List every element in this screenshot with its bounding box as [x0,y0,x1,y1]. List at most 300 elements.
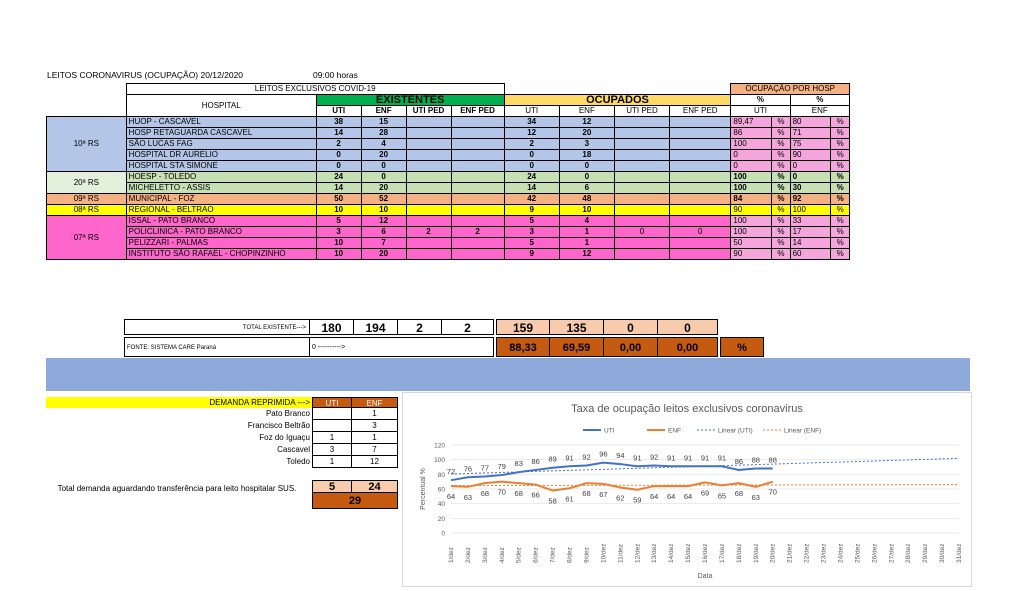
data-label: 72 [446,467,456,477]
demanda-uti [312,408,352,420]
col-oc-enf: ENF [559,106,614,117]
pct-enf-header: % [790,95,849,106]
data-label: 96 [599,449,608,459]
col-oc-uti-ped: UTI PED [614,106,669,117]
data-label: 69 [700,488,710,498]
hospital-row [47,161,850,172]
cell-oc-enf: 1 [559,238,614,249]
cell-ex-enf-ped [451,150,504,161]
cell-pct-enf: 60 [790,249,831,260]
cell-ex-uti-ped [406,128,451,139]
cell-oc-uti: 0 [504,150,559,161]
legend-label: Linear (UTI) [718,427,753,435]
cell-oc-uti-ped [614,172,669,183]
cell-ex-uti: 24 [316,172,361,183]
data-label: 91 [565,453,574,463]
data-label: 64 [446,492,456,502]
cell-oc-enf: 20 [559,128,614,139]
demanda-city: Toledo [286,457,310,466]
data-label: 91 [666,453,676,463]
report-time: 09:00 horas [313,70,358,80]
x-tick-label: 5/dez [515,547,523,563]
data-label: 63 [751,492,760,502]
col-enf: ENF [361,106,406,117]
x-tick-label: 17/dez [718,543,726,563]
demanda-enf: 12 [352,456,398,468]
cell-ex-enf-ped [451,216,504,227]
cell-pct-enf: 33 [790,216,831,227]
data-label: 59 [633,495,642,505]
data-label: 68 [480,489,490,499]
cell-ex-enf: 20 [361,183,406,194]
rate-enf: 69,59 [550,337,604,357]
rate-enf-ped: 0,00 [658,337,718,357]
cell-ex-uti: 10 [316,205,361,216]
cell-ex-enf: 20 [361,150,406,161]
pct-sign: % [772,205,790,216]
y-axis-label: Percentual % [420,468,427,510]
ocupados-header: OCUPADOS [504,95,731,106]
cell-pct-uti: 50 [731,238,772,249]
cell-oc-enf-ped [670,183,731,194]
x-tick-label: 20/dez [769,543,777,563]
cell-oc-enf: 3 [559,139,614,150]
cell-ex-uti-ped [406,117,451,128]
data-label: 64 [666,492,676,502]
cell-pct-uti: 100 [731,139,772,150]
cell-oc-enf-ped [670,194,731,205]
x-tick-label: 29/dez [922,543,930,563]
totals-area [124,319,852,357]
cell-oc-enf: 18 [559,150,614,161]
pct-sign: % [772,249,790,260]
cell-oc-uti: 2 [504,139,559,150]
cell-ex-uti-ped [406,238,451,249]
cell-ex-enf: 12 [361,216,406,227]
region-label: 10ª RS [47,117,127,172]
hospital-name: HUOP - CASCAVEL [126,117,316,128]
pct-sign: % [772,161,790,172]
cell-oc-uti: 5 [504,216,559,227]
hospital-name: INSTITUTO SÃO RAFAEL - CHOPINZINHO [126,249,316,260]
data-label: 92 [582,452,591,462]
x-tick-label: 10/dez [600,543,608,563]
data-label: 89 [548,454,557,464]
cell-pct-uti: 0 [731,150,772,161]
data-label: 68 [582,489,591,499]
demanda-uti: 1 [312,432,352,444]
cell-oc-uti-ped [614,249,669,260]
cell-oc-enf: 48 [559,194,614,205]
x-tick-label: 16/dez [702,543,709,563]
hospital-row [47,249,850,260]
cell-ex-enf-ped [451,117,504,128]
pct-sign: % [831,128,850,139]
x-tick-label: 25/dez [854,543,862,563]
legend-label: UTI [604,427,615,435]
cell-oc-uti-ped [614,238,669,249]
cell-oc-uti-ped [614,183,669,194]
x-tick-label: 6/dez [532,547,540,563]
cell-ex-enf: 0 [361,172,406,183]
demanda-grand-total: 29 [312,493,398,509]
cell-pct-enf: 90 [790,150,831,161]
hospital-row [47,150,850,161]
cell-oc-uti: 14 [504,183,559,194]
total-oc-uti: 159 [496,319,550,335]
pct-sign: % [831,139,850,150]
cell-ex-uti-ped [406,216,451,227]
arrow-label: 0 ----------> [310,337,494,357]
y-tick-label: 0 [441,530,445,538]
cell-ex-enf: 7 [361,238,406,249]
data-label: 91 [683,453,693,463]
y-tick-label: 100 [434,457,445,465]
hospital-row [47,238,850,249]
pct-sign: % [772,227,790,238]
data-label: 91 [633,453,642,463]
pct-sign: % [831,117,850,128]
x-tick-label: 1/dez [448,547,455,563]
chart-title: Taxa de ocupação leitos exclusivos coronavirus [571,403,803,415]
cell-oc-enf-ped [670,161,731,172]
hospital-name: HOSP RETAGUARDA CASCAVEL [126,128,316,139]
pct-sign: % [831,227,850,238]
cell-pct-uti: 89,47 [731,117,772,128]
cell-ex-enf: 10 [361,205,406,216]
cell-oc-uti-ped [614,161,669,172]
chart-svg [403,393,971,586]
data-label: 68 [734,489,744,499]
cell-pct-uti: 100 [731,183,772,194]
cell-ex-enf-ped [451,194,504,205]
divider-band [46,358,970,391]
region-label: 09ª RS [47,194,127,205]
demanda-uti: 3 [312,444,352,456]
cell-pct-enf: 71 [790,128,831,139]
cell-oc-enf-ped [670,139,731,150]
data-label: 61 [565,494,574,504]
col-p-enf: ENF [790,106,849,117]
demanda-city: Pato Branco [265,409,310,418]
cell-oc-enf: 12 [559,117,614,128]
cell-pct-enf: 17 [790,227,831,238]
cell-ex-uti-ped: 2 [406,227,451,238]
data-label: 88 [751,455,760,465]
cell-ex-uti: 14 [316,128,361,139]
cell-oc-enf-ped [670,249,731,260]
cell-ex-enf: 4 [361,139,406,150]
hospital-row [47,194,850,205]
pct-sign: % [831,249,850,260]
demanda-total-uti: 5 [312,480,352,493]
total-oc-uti-ped: 0 [604,319,658,335]
col-uti: UTI [316,106,361,117]
x-tick-label: 13/dez [651,543,659,563]
cell-ex-uti: 0 [316,150,361,161]
cell-oc-enf-ped: 0 [670,227,731,238]
data-label: 91 [700,453,710,463]
demanda-city: Foz do Iguaçu [259,433,310,442]
rate-uti-ped: 0,00 [604,337,658,357]
ocupacao-header: OCUPAÇÃO POR HOSP [731,84,850,95]
cell-oc-uti: 42 [504,194,559,205]
total-ex-enf-ped: 2 [442,319,494,335]
x-tick-label: 21/dez [786,543,794,563]
x-tick-label: 2/dez [464,547,472,563]
cell-ex-uti-ped [406,172,451,183]
cell-pct-uti: 0 [731,161,772,172]
col-oc-enf-ped: ENF PED [670,106,731,117]
pct-sign: % [772,150,790,161]
hospital-name: ISSAL - PATO BRANCO [126,216,316,227]
data-label: 65 [717,491,727,501]
cell-ex-uti-ped [406,150,451,161]
x-tick-label: 9/dez [583,547,591,563]
hospital-name: PELIZZARI - PALMAS [126,238,316,249]
report-title: LEITOS CORONAVIRUS (OCUPAÇÃO) 20/12/2020 [47,70,244,80]
region-label: 20ª RS [47,172,127,194]
pct-sign: % [831,194,850,205]
data-label: 79 [497,462,506,472]
x-tick-label: 26/dez [871,543,879,563]
data-label: 76 [463,464,473,474]
cell-pct-uti: 84 [731,194,772,205]
hospital-row [47,128,850,139]
cell-ex-uti-ped [406,249,451,260]
legend-label: Linear (ENF) [784,427,822,435]
cell-ex-enf: 0 [361,161,406,172]
x-tick-label: 31/dez [956,543,963,563]
cell-pct-uti: 86 [731,128,772,139]
cell-pct-enf: 100 [790,205,831,216]
x-tick-label: 11/dez [617,543,625,563]
data-label: 64 [650,492,659,502]
pct-sign: % [831,161,850,172]
data-label: 66 [531,490,540,500]
cell-oc-uti-ped [614,128,669,139]
legend-label: ENF [668,427,681,435]
cell-ex-uti: 5 [316,216,361,227]
x-tick-label: 24/dez [837,543,845,563]
cell-oc-enf: 6 [559,183,614,194]
rate-uti: 88,33 [496,337,550,357]
cell-oc-enf-ped [670,172,731,183]
hospital-row [47,216,850,227]
demanda-enf: 7 [352,444,398,456]
y-tick-label: 80 [437,471,445,479]
demanda-uti: 1 [312,456,352,468]
demanda-panel [46,397,406,515]
cell-ex-enf-ped [451,161,504,172]
totals-label: TOTAL EXISTENTE---> [124,319,310,335]
cell-ex-uti-ped [406,183,451,194]
demanda-city: Francisco Beltrão [247,421,310,430]
cell-oc-enf: 4 [559,216,614,227]
rate-pct: % [720,337,764,357]
x-tick-label: 19/dez [752,543,760,563]
cell-oc-uti-ped [614,150,669,161]
x-tick-label: 18/dez [735,543,743,563]
x-tick-label: 14/dez [668,543,676,563]
cell-oc-enf-ped [670,205,731,216]
data-label: 77 [480,463,490,473]
cell-oc-enf: 1 [559,227,614,238]
cell-ex-enf-ped [451,238,504,249]
total-oc-enf: 135 [550,319,604,335]
cell-pct-uti: 90 [731,205,772,216]
x-tick-label: 12/dez [634,543,642,563]
data-label: 83 [514,459,523,469]
cell-ex-uti: 0 [316,161,361,172]
cell-oc-enf: 10 [559,205,614,216]
x-tick-label: 3/dez [481,547,489,563]
x-tick-label: 28/dez [905,543,913,563]
pct-sign: % [772,216,790,227]
cell-ex-enf-ped [451,139,504,150]
total-ex-uti-ped: 2 [398,319,442,335]
hospital-name: HOESP - TOLEDO [126,172,316,183]
data-label: 63 [463,492,473,502]
cell-oc-uti: 5 [504,238,559,249]
cell-ex-uti: 10 [316,249,361,260]
hospital-name: MUNICIPAL - FOZ [126,194,316,205]
cell-ex-enf: 6 [361,227,406,238]
hospital-name: HOSPITAL DR AURELIO [126,150,316,161]
demanda-enf: 1 [352,408,398,420]
cell-oc-uti: 9 [504,249,559,260]
subtitle: LEITOS EXCLUSIVOS COVID-19 [126,84,504,95]
cell-oc-enf: 0 [559,172,614,183]
pct-sign: % [772,183,790,194]
x-tick-label: 4/dez [498,547,506,563]
cell-oc-enf-ped [670,238,731,249]
source-label: FONTE: SISTEMA CARE Paraná [124,337,310,357]
cell-pct-uti: 100 [731,227,772,238]
cell-ex-uti-ped [406,139,451,150]
hospital-name: MICHELETTO - ASSIS [126,183,316,194]
region-label: 08ª RS [47,205,127,216]
cell-oc-uti-ped [614,216,669,227]
pct-sign: % [772,139,790,150]
cell-oc-enf: 0 [559,161,614,172]
cell-oc-uti: 24 [504,172,559,183]
cell-ex-enf-ped [451,205,504,216]
data-label: 86 [734,456,744,466]
x-tick-label: 27/dez [888,543,896,563]
hospital-name: REGIONAL - BELTRAO [126,205,316,216]
cell-oc-uti-ped [614,205,669,216]
cell-oc-enf: 12 [559,249,614,260]
demanda-uti [312,420,352,432]
data-label: 70 [768,487,777,497]
x-tick-label: 15/dez [685,543,693,563]
existentes-header: EXISTENTES [316,95,504,106]
cell-ex-enf: 28 [361,128,406,139]
cell-ex-uti: 10 [316,238,361,249]
data-label: 62 [616,493,625,503]
hospital-name: HOSPITAL STA SIMONE [126,161,316,172]
pct-sign: % [831,238,850,249]
data-label: 64 [683,492,693,502]
col-oc-uti: UTI [504,106,559,117]
col-p-uti: UTI [731,106,790,117]
data-label: 68 [514,489,523,499]
cell-ex-uti: 2 [316,139,361,150]
col-enf-ped: ENF PED [451,106,504,117]
cell-pct-enf: 75 [790,139,831,150]
cell-ex-enf-ped [451,172,504,183]
hospital-row [47,205,850,216]
hospital-row [47,227,850,238]
cell-oc-uti: 9 [504,205,559,216]
cell-ex-uti-ped [406,205,451,216]
cell-ex-enf-ped [451,249,504,260]
cell-pct-enf: 80 [790,117,831,128]
cell-oc-uti-ped [614,117,669,128]
x-tick-label: 8/dez [566,547,574,563]
total-ex-enf: 194 [354,319,398,335]
demanda-enf: 3 [352,420,398,432]
data-label: 70 [497,487,506,497]
hospital-name: POLICLINICA - PATO BRANCO [126,227,316,238]
pct-sign: % [772,194,790,205]
cell-oc-enf-ped [670,150,731,161]
occupancy-chart [402,392,972,587]
cell-oc-uti: 12 [504,128,559,139]
cell-oc-uti-ped [614,139,669,150]
cell-ex-enf: 52 [361,194,406,205]
hospital-row [47,183,850,194]
x-tick-label: 30/dez [939,543,947,563]
cell-ex-uti: 3 [316,227,361,238]
hospital-row [47,139,850,150]
pct-sign: % [831,216,850,227]
y-tick-label: 60 [437,486,445,494]
y-tick-label: 20 [437,515,445,523]
hospital-row [47,117,850,128]
data-label: 67 [599,489,608,499]
hospital-name: SÃO LUCAS FAG [126,139,316,150]
x-tick-label: 22/dez [803,543,811,563]
total-oc-enf-ped: 0 [658,319,718,335]
cell-ex-enf-ped [451,183,504,194]
cell-pct-enf: 0 [790,172,831,183]
cell-oc-enf-ped [670,117,731,128]
occupancy-table [46,83,850,260]
data-label: 94 [616,451,625,461]
cell-pct-enf: 30 [790,183,831,194]
cell-ex-uti: 38 [316,117,361,128]
demanda-total-enf: 24 [352,480,398,493]
data-label: 88 [768,455,777,465]
cell-pct-enf: 14 [790,238,831,249]
pct-sign: % [772,117,790,128]
pct-sign: % [772,238,790,249]
y-tick-label: 120 [434,442,445,450]
pct-uti-header: % [731,95,790,106]
cell-pct-enf: 0 [790,161,831,172]
cell-pct-enf: 92 [790,194,831,205]
x-tick-label: 7/dez [549,547,557,563]
pct-sign: % [831,172,850,183]
demanda-enf-header: ENF [352,397,398,408]
cell-ex-enf-ped: 2 [451,227,504,238]
y-tick-label: 40 [437,501,445,509]
cell-oc-enf-ped [670,216,731,227]
cell-ex-uti-ped [406,194,451,205]
region-label: 07ª RS [47,216,127,260]
